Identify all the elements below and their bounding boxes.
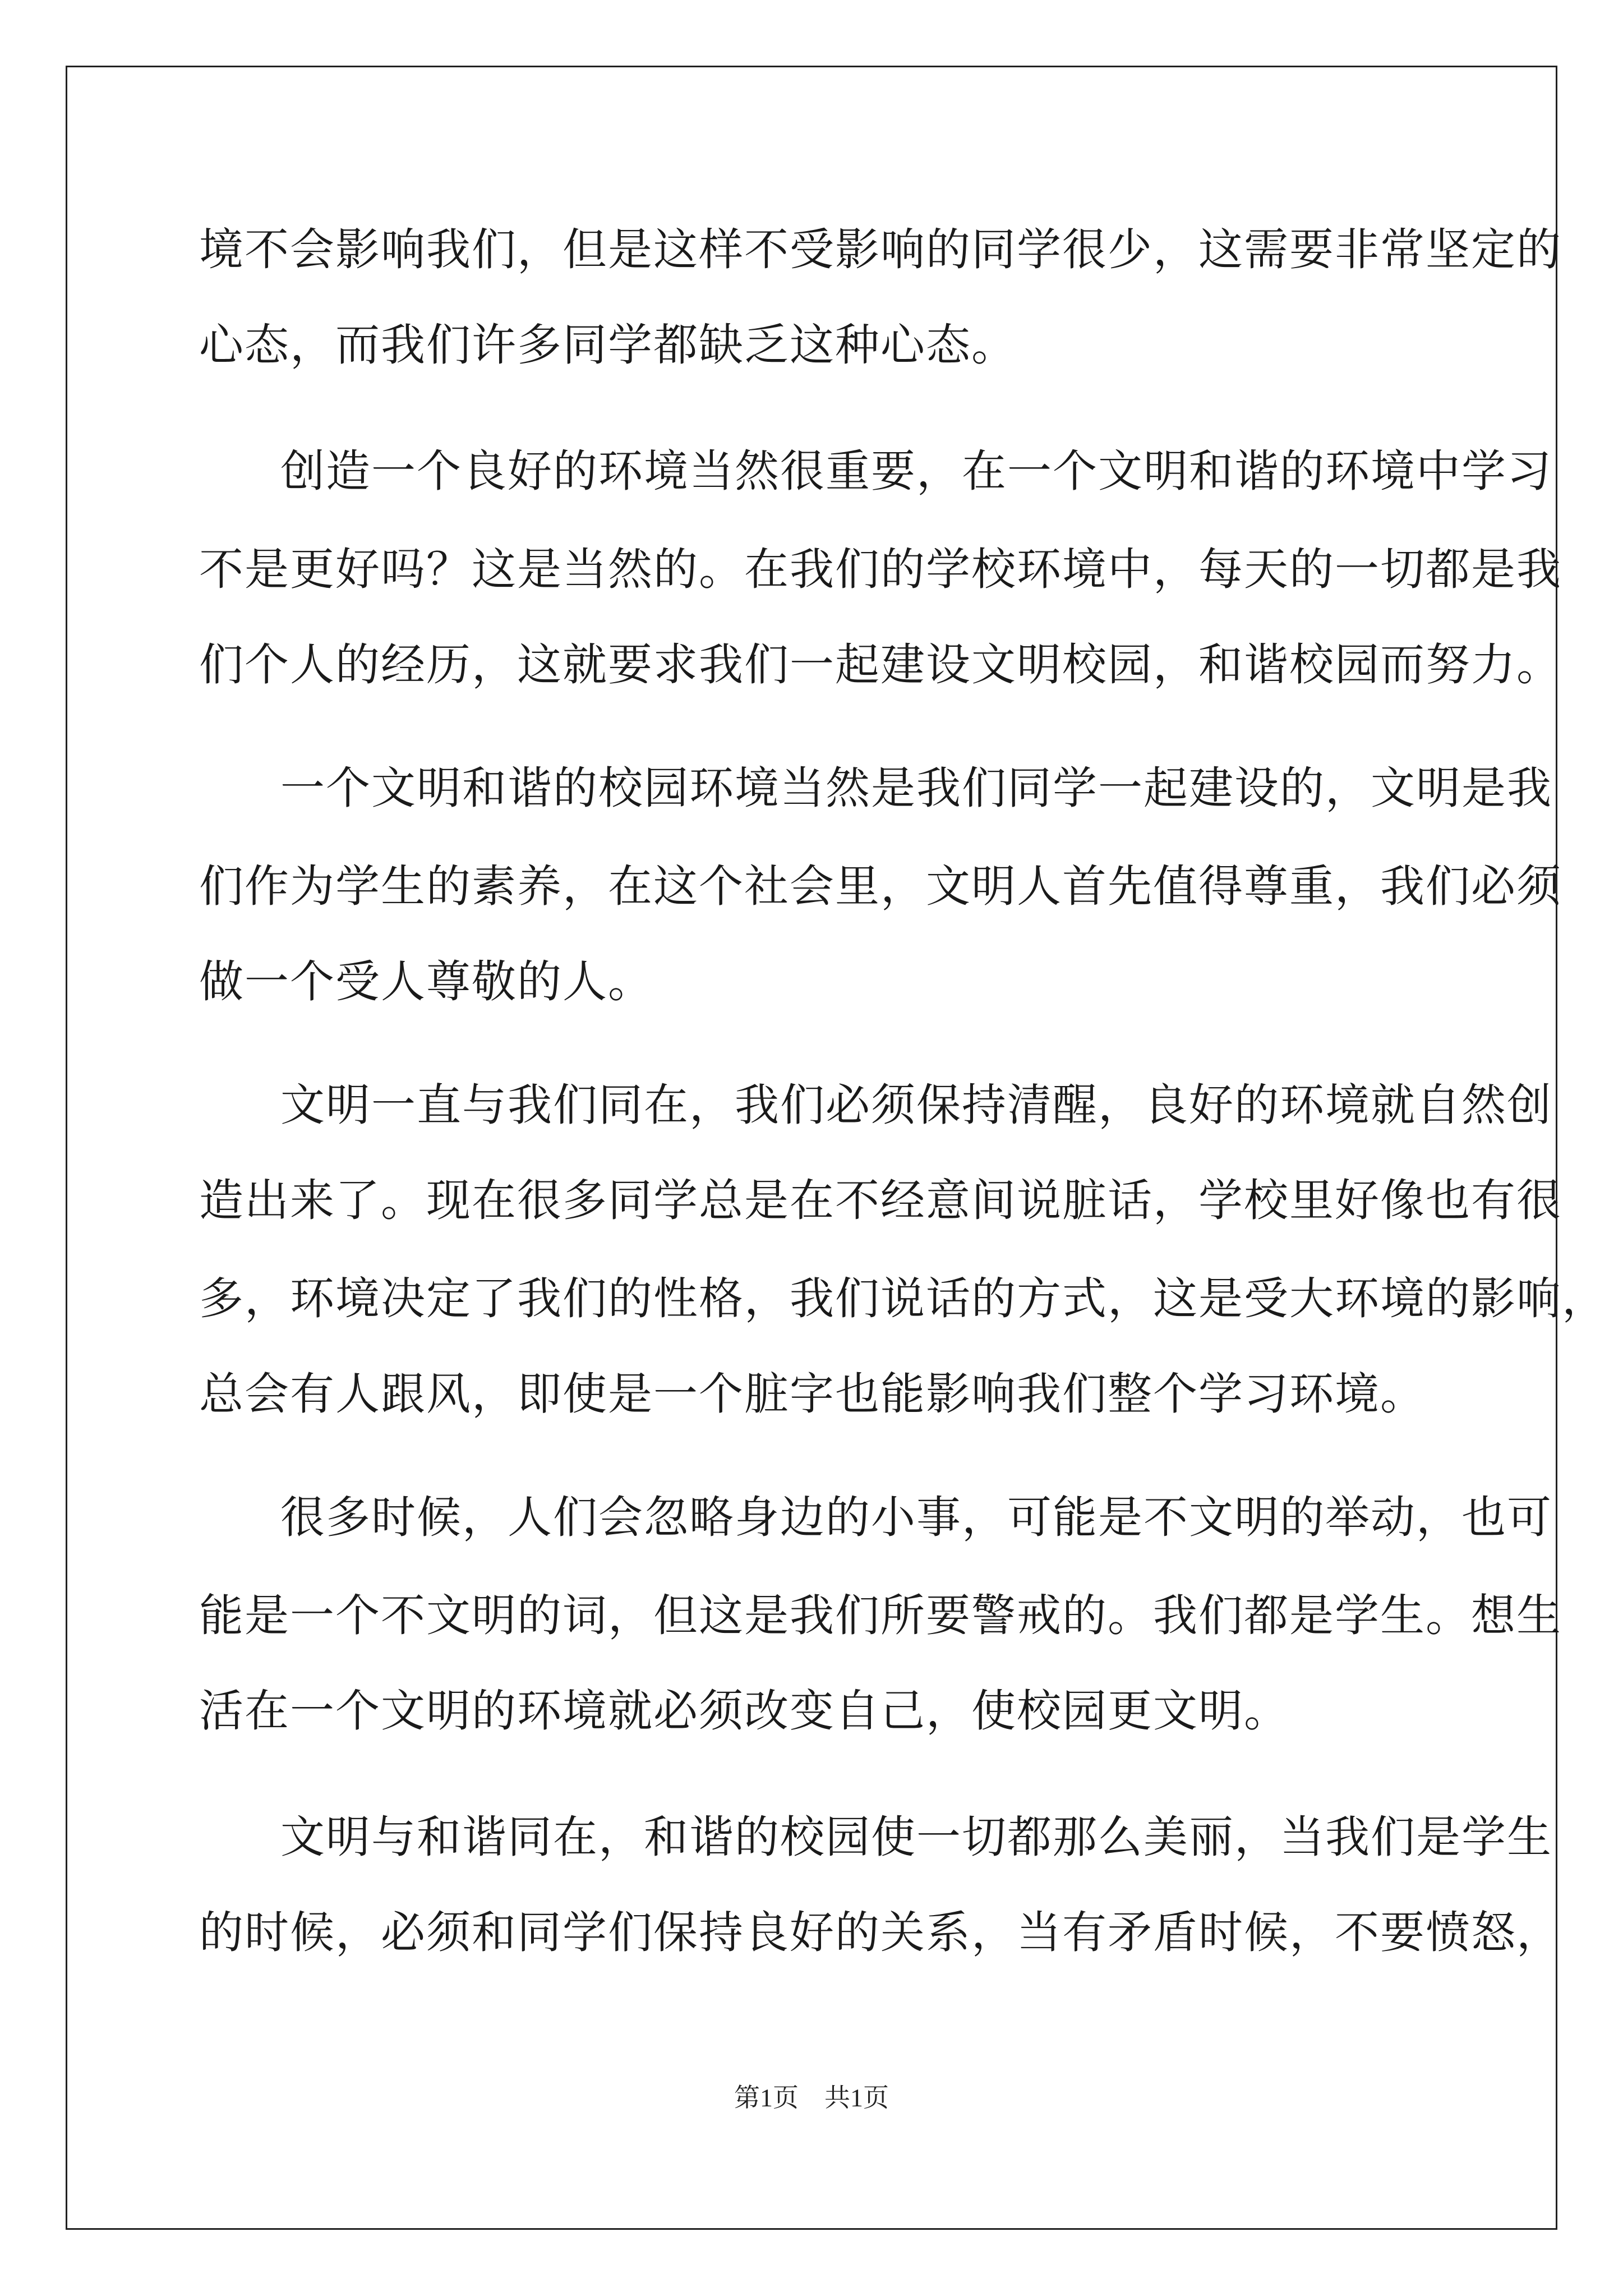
text-line: 造出来了。现在很多同学总是在不经意间说脏话，学校里好像也有很 <box>199 1175 1562 1226</box>
text-line: 总会有人跟风，即使是一个脏字也能影响我们整个学习环境。 <box>199 1368 1426 1420</box>
text-line: 不是更好吗？这是当然的。在我们的学校环境中，每天的一切都是我 <box>199 544 1562 595</box>
text-line: 的时候，必须和同学们保持良好的关系，当有矛盾时候，不要愤怒， <box>199 1907 1562 1958</box>
paragraph-first-line: 创造一个良好的环境当然很重要，在一个文明和谐的环境中学习 <box>280 445 1552 497</box>
paragraph-first-line: 文明一直与我们同在，我们必须保持清醒，良好的环境就自然创 <box>280 1079 1552 1131</box>
text-line: 活在一个文明的环境就必须改变自己，使校园更文明。 <box>199 1685 1289 1737</box>
paragraph-first-line: 很多时候，人们会忽略身边的小事，可能是不文明的举动，也可 <box>280 1492 1552 1543</box>
text-line: 境不会影响我们，但是这样不受影响的同学很少，这需要非常坚定的 <box>199 224 1562 275</box>
text-line: 能是一个不文明的词，但这是我们所要警戒的。我们都是学生。想生 <box>199 1590 1562 1641</box>
text-line: 们个人的经历，这就要求我们一起建设文明校园，和谐校园而努力。 <box>199 639 1562 691</box>
paragraph-first-line: 文明与和谐同在，和谐的校园使一切都那么美丽，当我们是学生 <box>280 1811 1552 1863</box>
text-line: 们作为学生的素养，在这个社会里，文明人首先值得尊重，我们必须 <box>199 861 1562 912</box>
page-number-footer: 第1页 共1页 <box>734 2083 889 2112</box>
paragraph-first-line: 一个文明和谐的校园环境当然是我们同学一起建设的，文明是我 <box>280 762 1552 814</box>
text-line: 心态，而我们许多同学都缺乏这种心态。 <box>199 319 1017 371</box>
text-line: 做一个受人尊敬的人。 <box>199 956 653 1007</box>
text-line: 多，环境决定了我们的性格，我们说话的方式，这是受大环境的影响， <box>199 1273 1607 1324</box>
